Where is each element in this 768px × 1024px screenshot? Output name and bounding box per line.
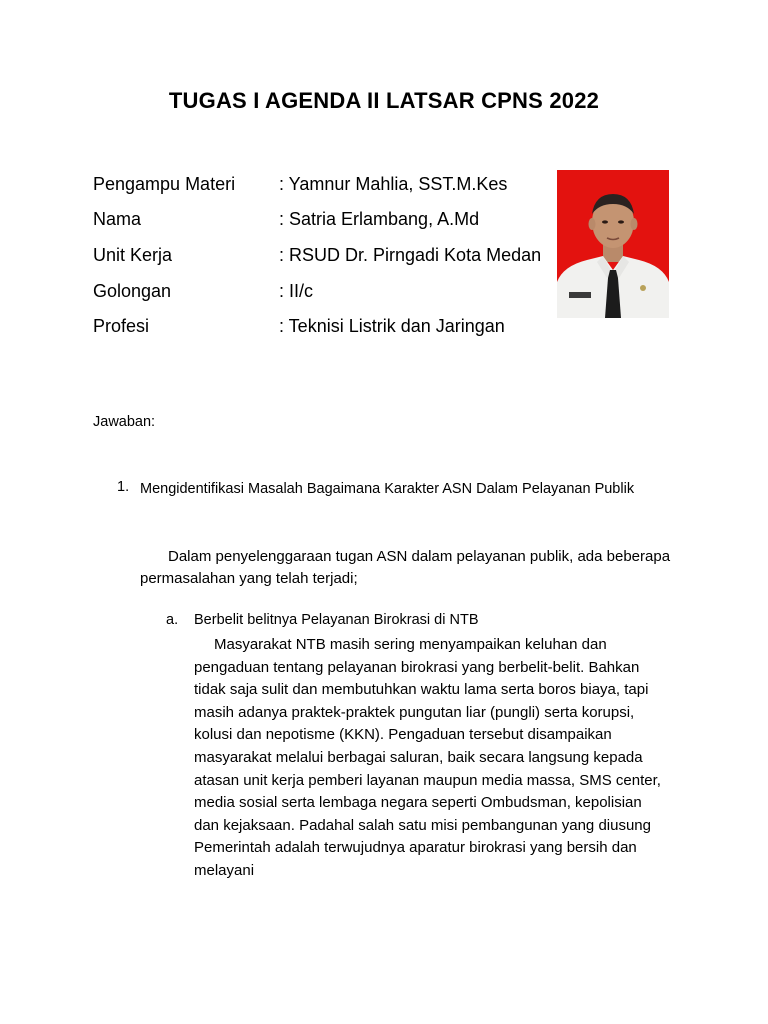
question-text: Mengidentifikasi Masalah Bagaimana Karakter ASN Dalam Pelayanan Publik [140,481,635,497]
info-label: Golongan [93,281,172,301]
info-label: Pengampu Materi [93,174,236,194]
info-label: Nama [93,209,142,229]
jawaban-label: Jawaban: [93,414,156,430]
page-title: TUGAS I AGENDA II LATSAR CPNS 2022 [168,88,600,113]
info-label: Unit Kerja [93,245,173,265]
info-value: : Satria Erlambang, A.Md [279,209,480,229]
question-number: 1. [117,479,130,495]
subitem-paragraph: Masyarakat NTB masih sering menyampaikan keluhan dan pengaduan tentang pelayanan birokrasi yang berbelit-belit. Bahkan tidak saja sulit dan membutuhkan waktu lama serta boros biaya, tapi masih adanya praktek-praktek pungutan liar (pungli) serta korupsi, kolusi dan nepotisme (KKN). Pengaduan tersebut disampaikan masyarakat melalui berbagai saluran, baik secara langsung kepada atasan unit kerja pemberi layanan maupun media massa, SMS center, media sosial serta lembaga negara seperti Ombudsman, kepolisian dan kejaksaan. Padahal salah satu misi pembangunan yang diusung Pemerintah adalah terwujudnya aparatur birokrasi yang bersih dan melayani [194,636,661,879]
person-portrait-icon [557,170,669,318]
intro-paragraph: Dalam penyelenggaraan tugan ASN dalam pelayanan publik, ada beberapa permasalahan yang telah terjadi; [140,548,671,587]
info-value: : II/c [279,281,314,301]
info-value: : Yamnur Mahlia, SST.M.Kes [279,174,508,194]
info-value: : RSUD Dr. Pirngadi Kota Medan [279,245,542,265]
profile-photo [557,170,669,318]
info-value: : Teknisi Listrik dan Jaringan [279,316,505,336]
subitem-letter: a. [166,612,179,628]
info-label: Profesi [93,316,150,336]
subitem-title: Berbelit belitnya Pelayanan Birokrasi di NTB [194,612,479,628]
